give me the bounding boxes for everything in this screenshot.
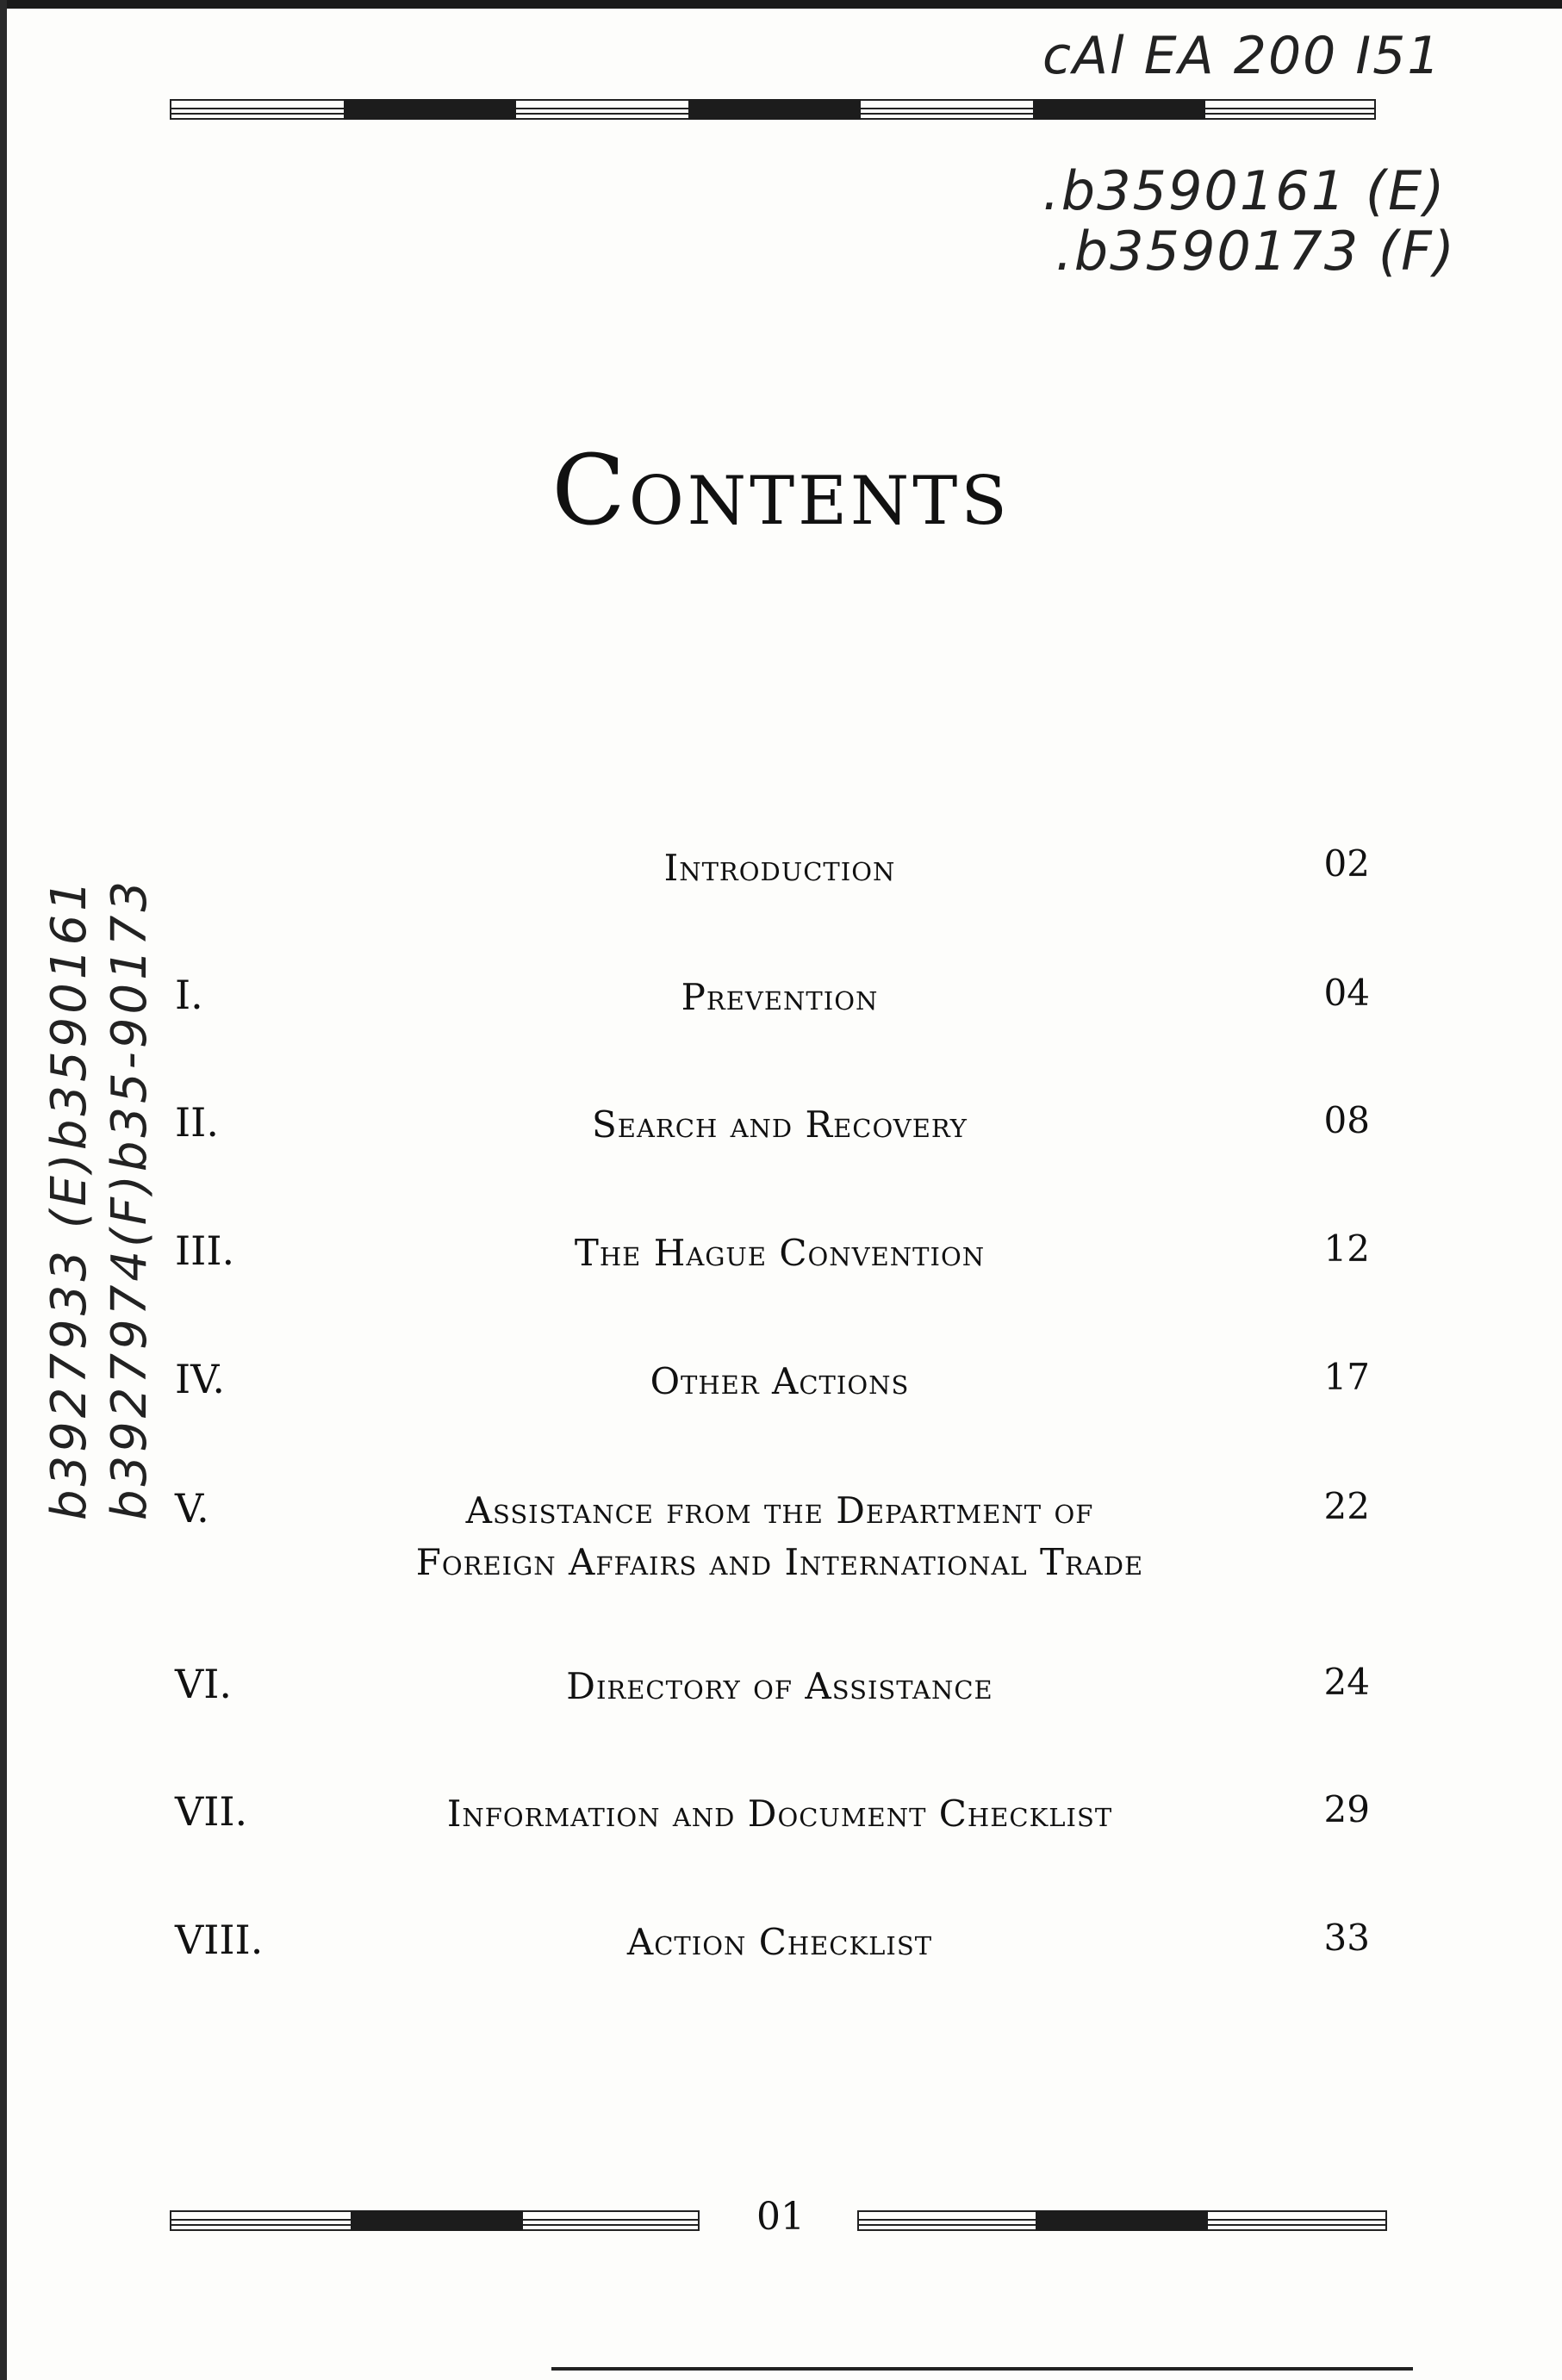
toc-entry-title: Information and Document Checklist	[446, 1793, 1113, 1835]
toc-entry-number: III.	[175, 1227, 235, 1274]
toc-entry-number: VII.	[175, 1788, 248, 1835]
toc-entry-number: IV.	[175, 1356, 225, 1402]
toc-entry-title: Action Checklist	[626, 1921, 933, 1963]
handwritten-id-french: .b3590173 (F)	[1055, 220, 1456, 283]
toc-entry-number: II.	[175, 1099, 219, 1146]
toc-entry-title: Directory of Assistance	[566, 1665, 993, 1707]
toc-entry-number: VIII.	[175, 1917, 264, 1963]
footer-rule-left	[170, 2210, 700, 2231]
toc-entry-page: 12	[1323, 1227, 1370, 1270]
toc-entry-number: I.	[175, 972, 203, 1018]
toc-entry-title: Prevention	[681, 976, 879, 1018]
toc-entry-page: 02	[1323, 842, 1370, 885]
toc-entry-page: 33	[1323, 1917, 1370, 1959]
toc-entry-page: 24	[1323, 1661, 1370, 1703]
handwritten-side-notes	[40, 848, 160, 1520]
toc-entry-number: VI.	[175, 1661, 233, 1707]
top-decorative-rule	[170, 99, 1376, 120]
handwritten-side-line-1: b3927933 (E)b3590161	[41, 877, 97, 1520]
handwritten-id-english: .b3590161 (E)	[1042, 159, 1447, 222]
page-top-edge	[0, 0, 1562, 9]
handwritten-side-line-2: b3927974(F)b35-90173	[102, 877, 158, 1520]
toc-entry-title	[327, 1485, 1232, 1588]
toc-entry-title-line-1: Assistance from the Department of	[465, 1489, 1094, 1532]
toc-entry-number: V.	[175, 1485, 209, 1532]
page-number: 01	[756, 2195, 805, 2239]
toc-entry-page: 29	[1323, 1788, 1370, 1830]
handwritten-catalog-number: cAl EA 200 I51	[1042, 26, 1442, 86]
toc-entry-title: Introduction	[663, 847, 896, 889]
toc-entry-page: 22	[1323, 1485, 1370, 1527]
page-title: Contents	[551, 435, 1011, 547]
toc-entry-page: 17	[1323, 1356, 1370, 1398]
page-left-edge	[0, 0, 7, 2380]
toc-entry-title: Search and Recovery	[592, 1103, 968, 1146]
toc-entry-page: 08	[1323, 1099, 1370, 1141]
toc-entry-title-line-2: Foreign Affairs and International Trade	[415, 1541, 1144, 1583]
footer-rule-right	[857, 2210, 1387, 2231]
toc-entry-title: The Hague Convention	[574, 1232, 986, 1274]
toc-entry-page: 04	[1323, 972, 1370, 1014]
toc-entry-title: Other Actions	[650, 1360, 910, 1402]
page-bottom-edge	[551, 2367, 1413, 2371]
